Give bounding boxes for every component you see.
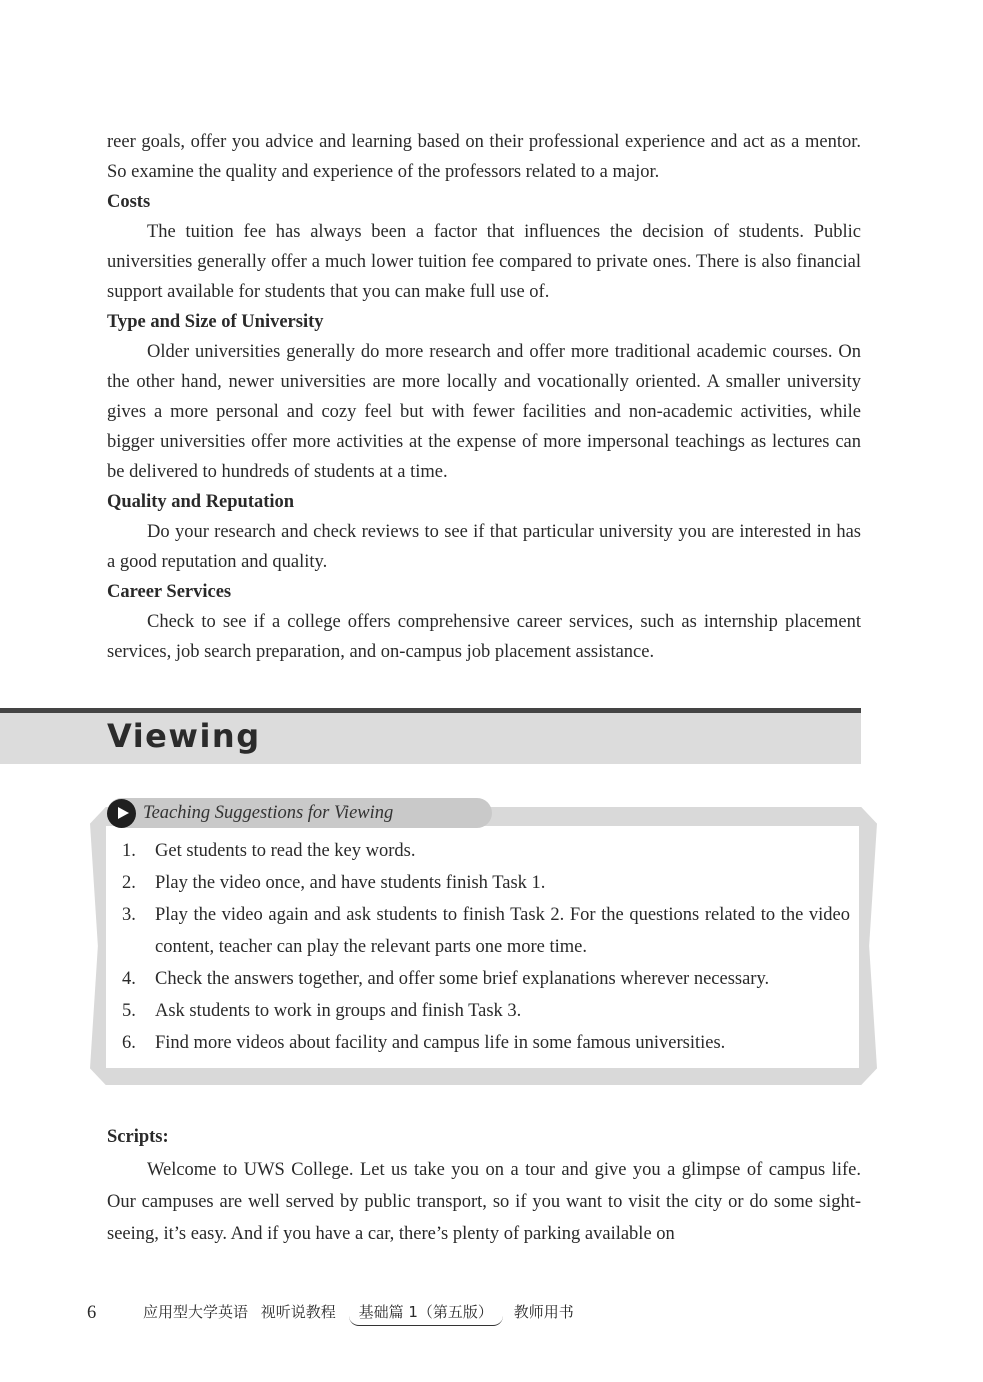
footer-volume: 基础篇 1（第五版） [349, 1299, 503, 1326]
section-heading-costs: Costs [107, 192, 151, 212]
footer-book-name: 应用型大学英语 [143, 1303, 249, 1321]
list-item [122, 1027, 850, 1059]
list-item-text: Ask students to work in groups and finish Task 3. [155, 1001, 522, 1021]
suggestions-title: Teaching Suggestions for Viewing [143, 803, 394, 823]
list-item-number: 3. [122, 905, 136, 925]
list-item-number: 1. [122, 841, 136, 861]
section-heading-quality: Quality and Reputation [107, 492, 295, 512]
list-item [122, 867, 850, 899]
list-item-text: Play the video again and ask students to finish Task 2. For the questions related to the video content, teacher can play the relevant parts one more time. [155, 905, 850, 957]
list-item [122, 995, 850, 1027]
section-heading-career: Career Services [107, 582, 232, 602]
list-item-text: Play the video once, and have students finish Task 1. [155, 873, 546, 893]
scripts-text: Welcome to UWS College. Let us take you on a tour and give you a glimpse of campus life. Our campuses are well served by public transport, so if you want to visit the city or do some sight-seeing, it’s easy. And if you have a car, there’s plenty of parking available on [107, 1160, 861, 1244]
list-item-number: 4. [122, 969, 136, 989]
list-item-text: Find more videos about facility and campus life in some famous universities. [155, 1033, 726, 1053]
viewing-section-title: Viewing [107, 717, 261, 755]
list-item-number: 2. [122, 873, 136, 893]
top-paragraph: reer goals, offer you advice and learning based on their professional experience and act as a mentor. So examine the quality and experience of the professors related to a major. [107, 132, 861, 182]
page-number: 6 [87, 1303, 97, 1323]
footer-audience: 教师用书 [513, 1303, 574, 1321]
scripts-label: Scripts: [107, 1127, 169, 1147]
play-icon [107, 799, 136, 828]
section-text-costs: The tuition fee has always been a factor that influences the decision of students. Public universities generally offer a much lower tuition fee compared to private ones. There is also financial support available for students that you can make full use of. [107, 222, 861, 302]
footer-course: 视听说教程 [260, 1303, 336, 1321]
section-text-career: Check to see if a college offers comprehensive career services, such as internship placement services, job search preparation, and on-campus job placement assistance. [107, 612, 861, 662]
list-item-number: 6. [122, 1033, 136, 1053]
suggestions-list [122, 835, 850, 1059]
list-item-text: Check the answers together, and offer some brief explanations wherever necessary. [155, 969, 770, 989]
list-item-number: 5. [122, 1001, 136, 1021]
list-item-text: Get students to read the key words. [155, 841, 416, 861]
list-item [122, 899, 850, 963]
footer-book-title [143, 1299, 582, 1326]
list-item [122, 835, 850, 867]
section-heading-type-size: Type and Size of University [107, 312, 324, 332]
section-text-type-size: Older universities generally do more research and offer more traditional academic courses. On the other hand, newer universities are more locally and vocationally oriented. A smaller university gives a more personal and cozy feel but with fewer facilities and non-academic activities, while bigger universities offer more activities at the expense of more impersonal teachings as lectures can be delivered to hundreds of students at a time. [107, 342, 861, 482]
section-text-quality: Do your research and check reviews to see if that particular university you are interested in has a good reputation and quality. [107, 522, 861, 572]
list-item [122, 963, 850, 995]
